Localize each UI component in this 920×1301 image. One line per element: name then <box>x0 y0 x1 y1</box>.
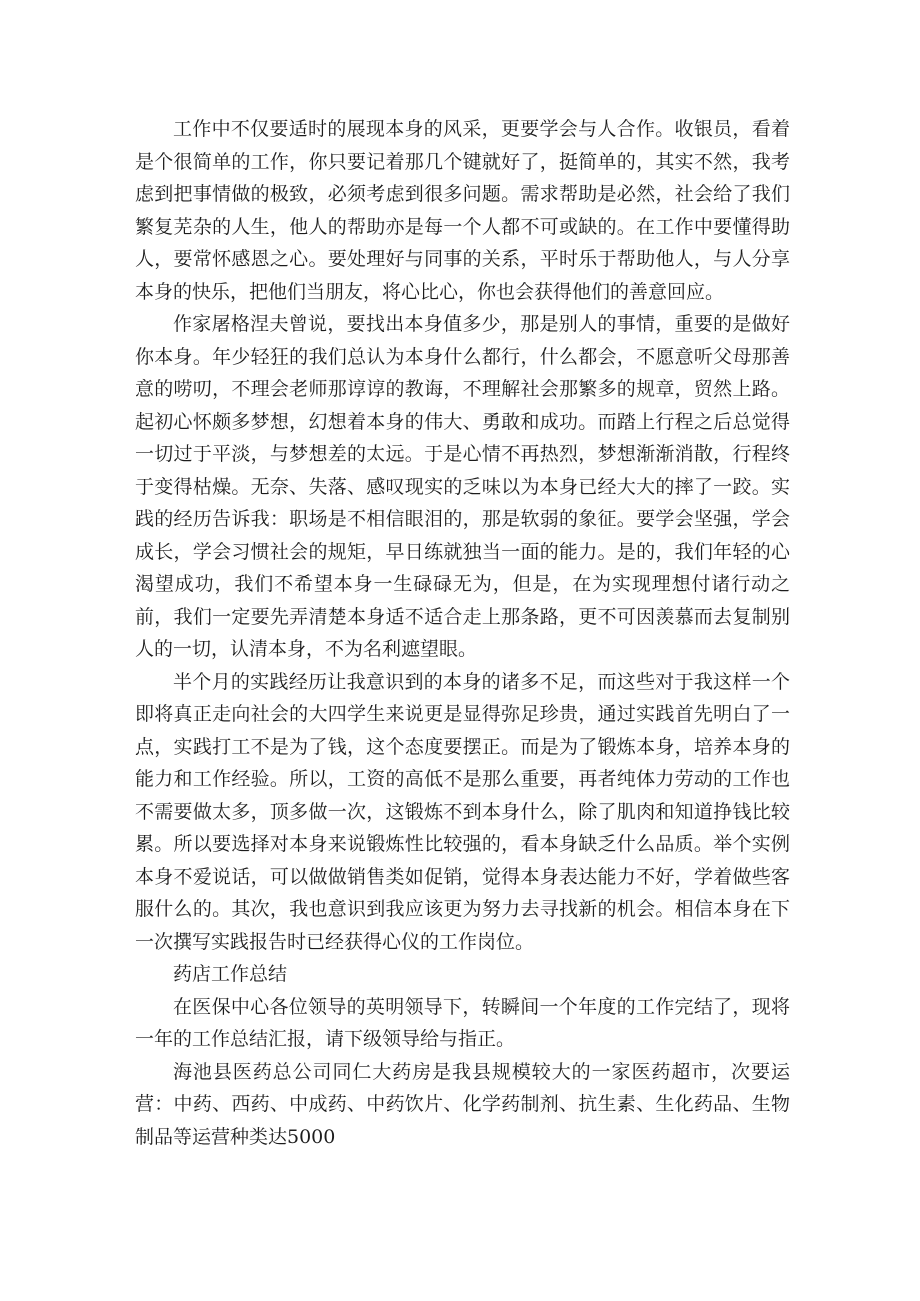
document-body <box>135 113 790 1153</box>
paragraph-teamwork: 工作中不仅要适时的展现本身的风采，更要学会与人合作。收银员，看着是个很简单的工作，你只要记着那几个键就好了，挺简单的，其实不然，我考虑到把事情做的极致，必须考虑到很多问题。需求帮助是必然，社会给了我们繁复芜杂的人生，他人的帮助亦是每一个人都不可或缺的。在工作中要懂得助人，要常怀感恩之心。要处理好与同事的关系，平时乐于帮助他人，与人分享本身的快乐，把他们当朋友，将心比心，你也会获得他们的善意回应。 <box>135 118 790 303</box>
section-heading: 药店工作总结 <box>173 963 288 985</box>
paragraph-practice-reflection: 半个月的实践经历让我意识到的本身的诸多不足，而这些对于我这样一个即将真正走向社会的大四学生来说更是显得弥足珍贵，通过实践首先明白了一点，实践打工不是为了钱，这个态度要摆正。而是为了锻炼本身，培养本身的能力和工作经验。所以，工资的高低不是那么重要，再者纯体力劳动的工作也不需要做太多，顶多做一次，这锻炼不到本身什么，除了肌肉和知道挣钱比较累。所以要选择对本身来说锻炼性比较强的，看本身缺乏什么品质。举个实例本身不爱说话，可以做做销售类如促销，觉得本身表达能力不好，学着做些客服什么的。其次，我也意识到我应该更为努力去寻找新的机会。相信本身在下一次撰写实践报告时已经获得心仪的工作岗位。 <box>135 670 790 953</box>
paragraph-summary-intro: 在医保中心各位领导的英明领导下，转瞬间一个年度的工作完结了，现将一年的工作总结汇报，请下级领导给与指正。 <box>135 995 790 1050</box>
paragraph-pharmacy-overview: 海池县医药总公司同仁大药房是我县规模较大的一家医药超市，次要运营：中药、西药、中成药、中药饮片、化学药制剂、抗生素、生化药品、生物制品等运营种类达5000 <box>135 1060 790 1148</box>
paragraph-turgenev-quote: 作家屠格涅夫曾说，要找出本身值多少，那是别人的事情，重要的是做好你本身。年少轻狂的我们总认为本身什么都行，什么都会，不愿意听父母那善意的唠叨，不理会老师那谆谆的教诲，不理解社会那繁多的规章，贸然上路。起初心怀颇多梦想，幻想着本身的伟大、勇敢和成功。而踏上行程之后总觉得一切过于平淡，与梦想差的太远。于是心情不再热烈，梦想渐渐消散，行程终于变得枯燥。无奈、失落、感叹现实的乏味以为本身已经大大的摔了一跤。实践的经历告诉我：职场是不相信眼泪的，那是软弱的象征。要学会坚强，学会成长，学会习惯社会的规矩，早日练就独当一面的能力。是的，我们年轻的心渴望成功，我们不希望本身一生碌碌无为，但是，在为实现理想付诸行动之前，我们一定要先弄清楚本身适不适合走上那条路，更不可因羡慕而去复制别人的一切，认清本身，不为名利遮望眼。 <box>135 313 790 660</box>
